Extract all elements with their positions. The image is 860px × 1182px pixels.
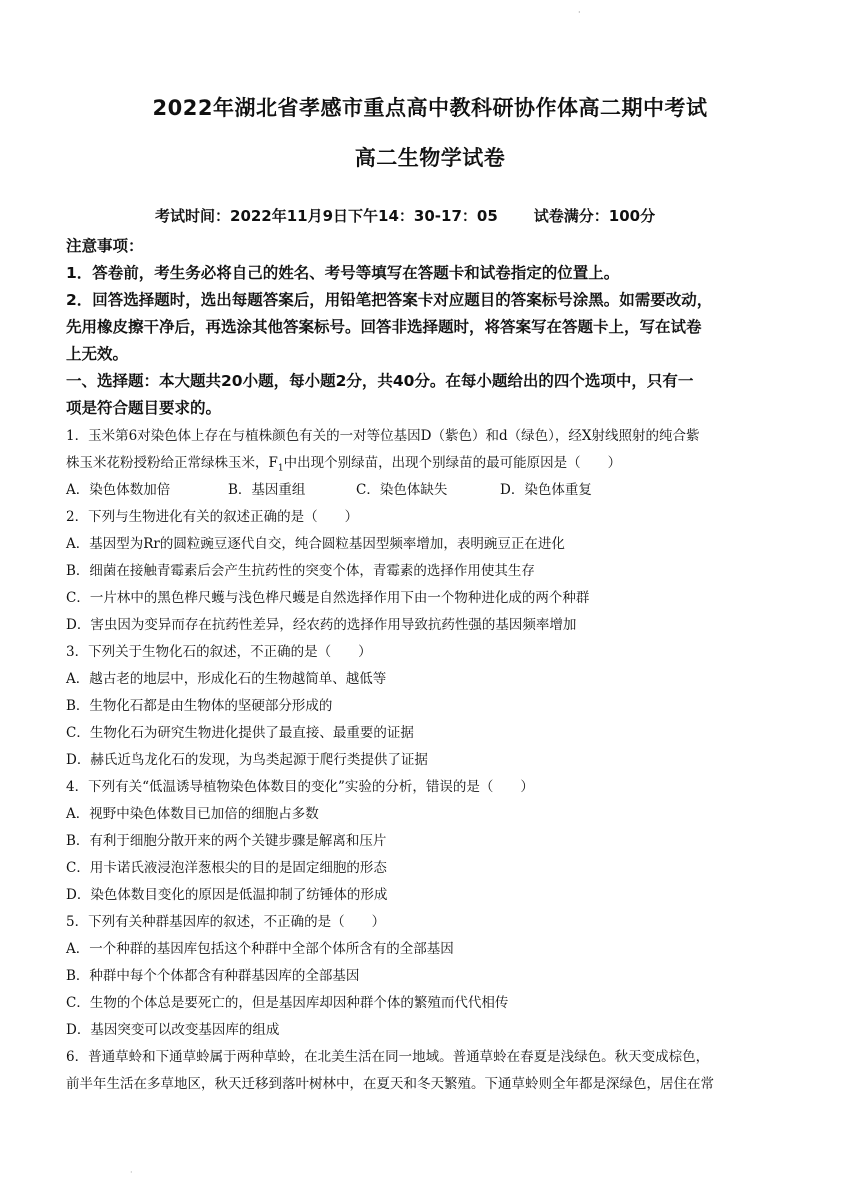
- exam-title: 2022年湖北省孝感市重点高中教科研协作体高二期中考试: [152, 96, 708, 120]
- full-score: 试卷满分：100分: [533, 207, 656, 225]
- q1-options: [66, 478, 592, 498]
- q1-option-a: A．染色体数加倍: [66, 482, 171, 498]
- q1-stem-line-1: 1．玉米第6对染色体上存在与植株颜色有关的一对等位基因D（紫色）和d（绿色），经X射线照射的纯合紫: [66, 428, 700, 444]
- notes-heading: 注意事项：: [66, 237, 144, 255]
- note-item-2-line-1: 2．回答选择题时，选出每题答案后，用铅笔把答案卡对应题目的答案标号涂黑。如需要改动，: [66, 291, 713, 309]
- note-item-2-line-2: 先用橡皮擦干净后，再选涂其他答案标号。回答非选择题时，将答案写在答题卡上，写在试卷: [66, 318, 702, 336]
- q6-stem-line-2: 前半年生活在多草地区，秋天迁移到落叶树林中，在夏天和冬天繁殖。下通草蛉则全年都是深绿色，居住在常: [66, 1076, 714, 1092]
- exam-time: 考试时间：2022年11月9日下午14：30-17：05: [155, 207, 498, 225]
- scan-dot-top: ·: [578, 8, 581, 17]
- q4-option-a: A．视野中染色体数目已加倍的细胞占多数: [66, 806, 319, 822]
- note-item-2-line-3: 上无效。: [66, 345, 129, 363]
- q1-option-c: C．染色体缺失: [356, 482, 448, 498]
- q2-stem: 2．下列与生物进化有关的叙述正确的是（ ）: [66, 509, 359, 525]
- q5-option-c: C．生物的个体总是要死亡的，但是基因库却因种群个体的繁殖而代代相传: [66, 995, 509, 1011]
- q4-stem: 4．下列有关“低温诱导植物染色体数目的变化”实验的分析，错误的是（ ）: [66, 779, 534, 795]
- q1-option-b: B．基因重组: [228, 482, 306, 498]
- q3-option-d: D．赫氏近鸟龙化石的发现，为鸟类起源于爬行类提供了证据: [66, 752, 428, 768]
- q3-option-b: B．生物化石都是由生物体的坚硬部分形成的: [66, 698, 333, 714]
- scan-dot-bottom: ·: [130, 1168, 133, 1177]
- q2-option-b: B．细菌在接触青霉素后会产生抗药性的突变个体，青霉素的选择作用使其生存: [66, 563, 535, 579]
- exam-info: [155, 205, 655, 226]
- q5-stem: 5．下列有关种群基因库的叙述，不正确的是（ ）: [66, 914, 386, 930]
- q3-option-a: A．越古老的地层中，形成化石的生物越简单、越低等: [66, 671, 387, 687]
- q1-option-d: D．染色体重复: [500, 482, 592, 498]
- q3-stem: 3．下列关于生物化石的叙述，不正确的是（ ）: [66, 644, 372, 660]
- exam-subtitle: 高二生物学试卷: [354, 146, 506, 170]
- q5-option-b: B．种群中每个个体都含有种群基因库的全部基因: [66, 968, 360, 984]
- q1-stem-line-2: 株玉米花粉授粉给正常绿株玉米，$F_1$中出现个别绿苗，出现个别绿苗的最可能原因是（ ）: [66, 455, 622, 474]
- q4-option-b: B．有利于细胞分散开来的两个关键步骤是解离和压片: [66, 833, 387, 849]
- q4-option-d: D．染色体数目变化的原因是低温抑制了纺锤体的形成: [66, 887, 388, 903]
- q5-option-a: A．一个种群的基因库包括这个种群中全部个体所含有的全部基因: [66, 941, 454, 957]
- q6-stem-line-1: 6．普通草蛉和下通草蛉属于两种草蛉，在北美生活在同一地域。普通草蛉在春夏是浅绿色。秋天变成棕色，: [66, 1049, 710, 1065]
- q2-option-d: D．害虫因为变异而存在抗药性差异，经农药的选择作用导致抗药性强的基因频率增加: [66, 617, 577, 633]
- section-heading-line-1: 一、选择题：本大题共20小题，每小题2分，共40分。在每小题给出的四个选项中，只有一: [66, 372, 694, 390]
- q3-option-c: C．生物化石为研究生物进化提供了最直接、最重要的证据: [66, 725, 414, 741]
- q4-option-c: C．用卡诺氏液浸泡洋葱根尖的目的是固定细胞的形态: [66, 860, 387, 876]
- q2-option-a: A．基因型为Rr的圆粒豌豆逐代自交，纯合圆粒基因型频率增加，表明豌豆正在进化: [66, 536, 565, 552]
- section-heading-line-2: 项是符合题目要求的。: [66, 399, 222, 417]
- note-item-1: 1．答卷前，考生务必将自己的姓名、考号等填写在答题卡和试卷指定的位置上。: [66, 264, 620, 282]
- q5-option-d: D．基因突变可以改变基因库的组成: [66, 1022, 280, 1038]
- q2-option-c: C．一片林中的黑色桦尺蠖与浅色桦尺蠖是自然选择作用下由一个物种进化成的两个种群: [66, 590, 590, 606]
